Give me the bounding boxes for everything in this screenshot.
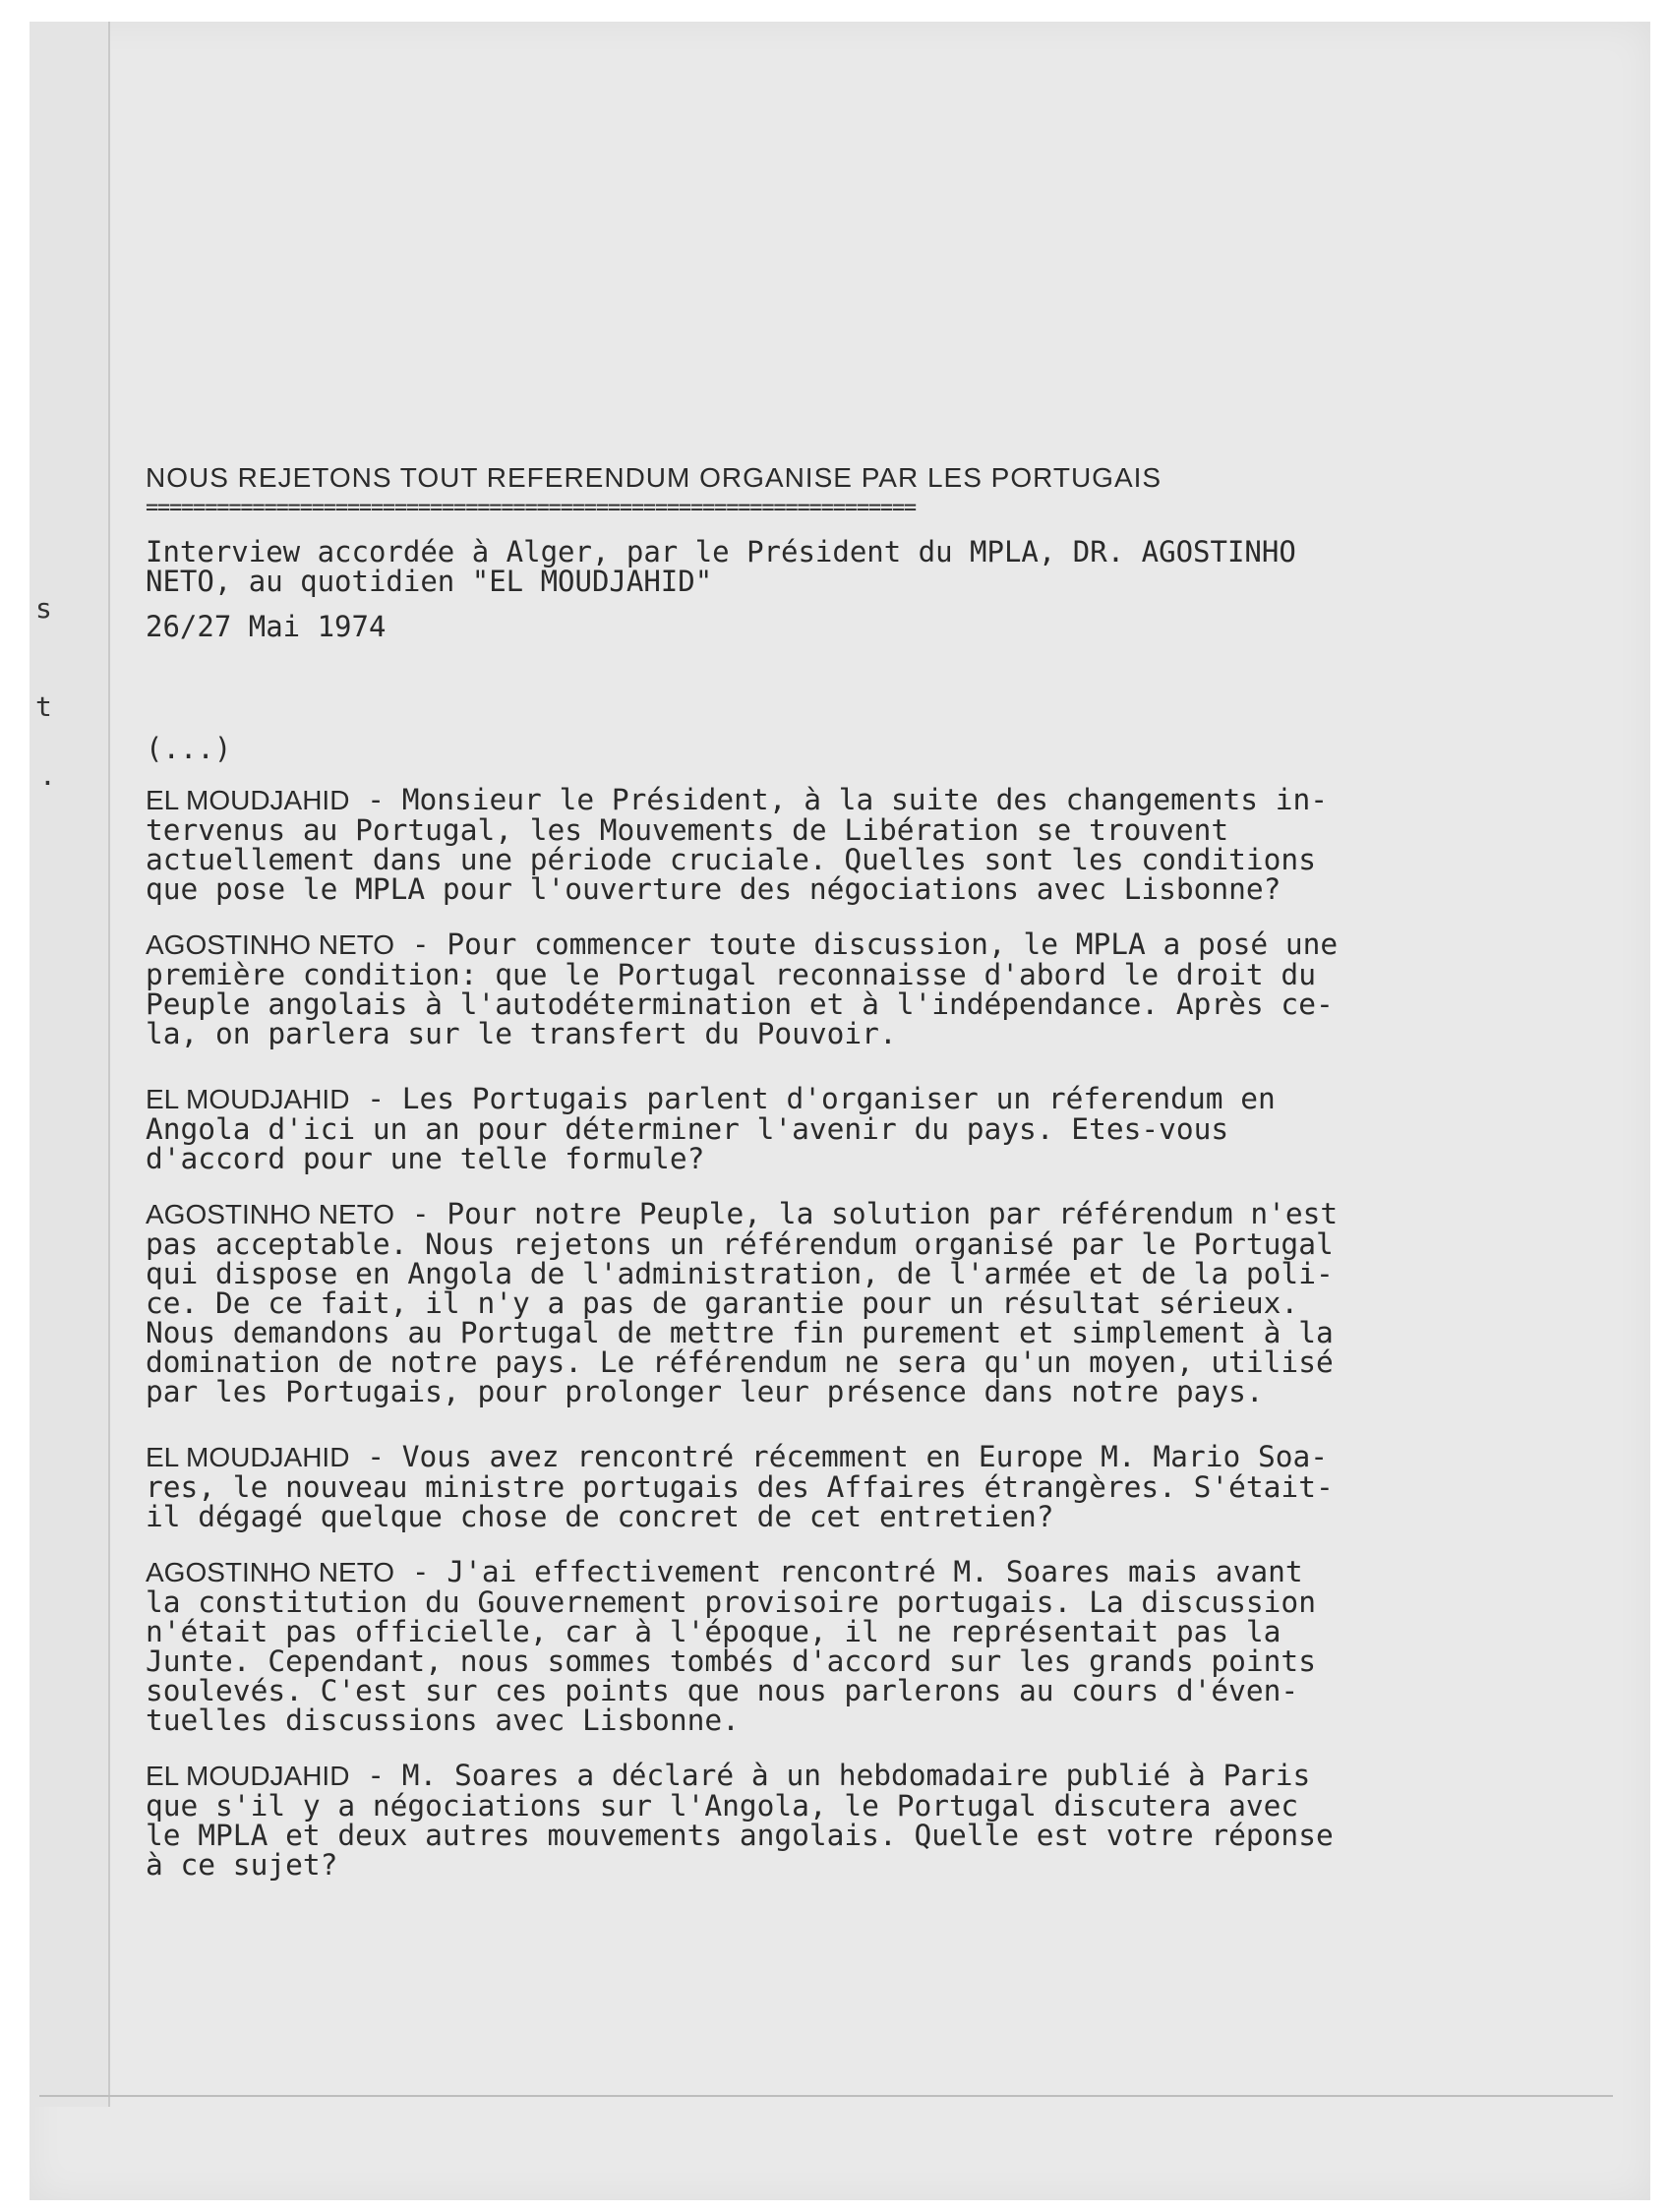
paragraph-text: - J'ai effectivement rencontré M. Soares mais avant la constitution du Gouvernement provisoire portugais. La discussion n'était pas officielle, car à l'époque, il ne représentait pas la Junte. Cependant, nous sommes tombés d'accord sur les grands points soulevés. C'est sur ces points que nous parlerons au cours d'éven- tuelles discussions avec Lisbonne. <box>146 1555 1316 1737</box>
title-underline: ================================================================= <box>146 496 916 520</box>
margin-letter-s: s <box>35 592 52 625</box>
paragraph-question-3 <box>146 1442 1483 1531</box>
speaker-label: EL MOUDJAHID <box>146 1442 350 1472</box>
speaker-label: AGOSTINHO NETO <box>146 1557 395 1587</box>
interview-date: 26/27 Mai 1974 <box>146 610 387 643</box>
paragraph-text: - Pour commencer toute discussion, le MPLA a posé une première condition: que le Portugal reconnaisse d'abord le droit du Peuple angolais à l'autodétermination et à l'indépendance. Après ce- la, on parlera sur le transfert du Pouvoir. <box>146 927 1339 1050</box>
paragraph-text: - Pour notre Peuple, la solution par référendum n'est pas acceptable. Nous rejetons un référendum organisé par le Portugal qui dispose en Angola de l'administration, de l'armée et de la poli- ce. De ce fait, il n'y a pas de garantie pour un résultat sérieux. Nous demandons au Portugal de mettre fin purement et simplement à la domination de notre pays. Le référendum ne sera qu'un moyen, utilisé par les Portugais, pour prolonger leur présence dans notre pays. <box>146 1197 1339 1408</box>
interview-intro: Interview accordée à Alger, par le Président du MPLA, DR. AGOSTINHO NETO, au quotidien "EL MOUDJAHID" <box>146 535 1296 598</box>
paragraph-text: - Vous avez rencontré récemment en Europe M. Mario Soa- res, le nouveau ministre portugais des Affaires étrangères. S'était- il dégagé quelque chose de concret de cet entretien? <box>146 1440 1334 1533</box>
paragraph-question-4 <box>146 1761 1483 1880</box>
omission-marker: (...) <box>146 732 232 765</box>
speaker-label: EL MOUDJAHID <box>146 1084 350 1114</box>
margin-dot: . <box>39 759 56 792</box>
speaker-label: AGOSTINHO NETO <box>146 929 395 960</box>
paragraph-answer-3 <box>146 1557 1483 1735</box>
paragraph-text: - M. Soares a déclaré à un hebdomadaire publié à Paris que s'il y a négociations sur l'Angola, le Portugal discutera avec le MPLA et deux autres mouvements angolais. Quelle est votre réponse à ce sujet? <box>146 1759 1334 1882</box>
paragraph-question-2 <box>146 1084 1483 1173</box>
speaker-label: EL MOUDJAHID <box>146 1761 350 1791</box>
margin-letter-t: t <box>35 690 52 723</box>
paragraph-answer-1 <box>146 929 1483 1048</box>
paragraph-answer-2 <box>146 1199 1483 1406</box>
paragraph-question-1 <box>146 785 1483 904</box>
bottom-edge-line <box>39 2095 1613 2097</box>
paragraph-text: - Monsieur le Président, à la suite des changements in- tervenus au Portugal, les Mouvements de Libération se trouvent actuellement dans une période cruciale. Quelles sont les conditions que pose le MPLA pour l'ouverture des négociations avec Lisbonne? <box>146 783 1329 906</box>
underlying-sheet-edge <box>30 22 110 2107</box>
speaker-label: EL MOUDJAHID <box>146 785 350 815</box>
paragraph-text: - Les Portugais parlent d'organiser un réferendum en Angola d'ici un an pour déterminer l'avenir du pays. Etes-vous d'accord pour une telle formule? <box>146 1082 1276 1175</box>
document-title: NOUS REJETONS TOUT REFERENDUM ORGANISE PAR LES PORTUGAIS <box>146 462 1162 493</box>
document-body <box>146 460 1483 1905</box>
speaker-label: AGOSTINHO NETO <box>146 1199 395 1229</box>
